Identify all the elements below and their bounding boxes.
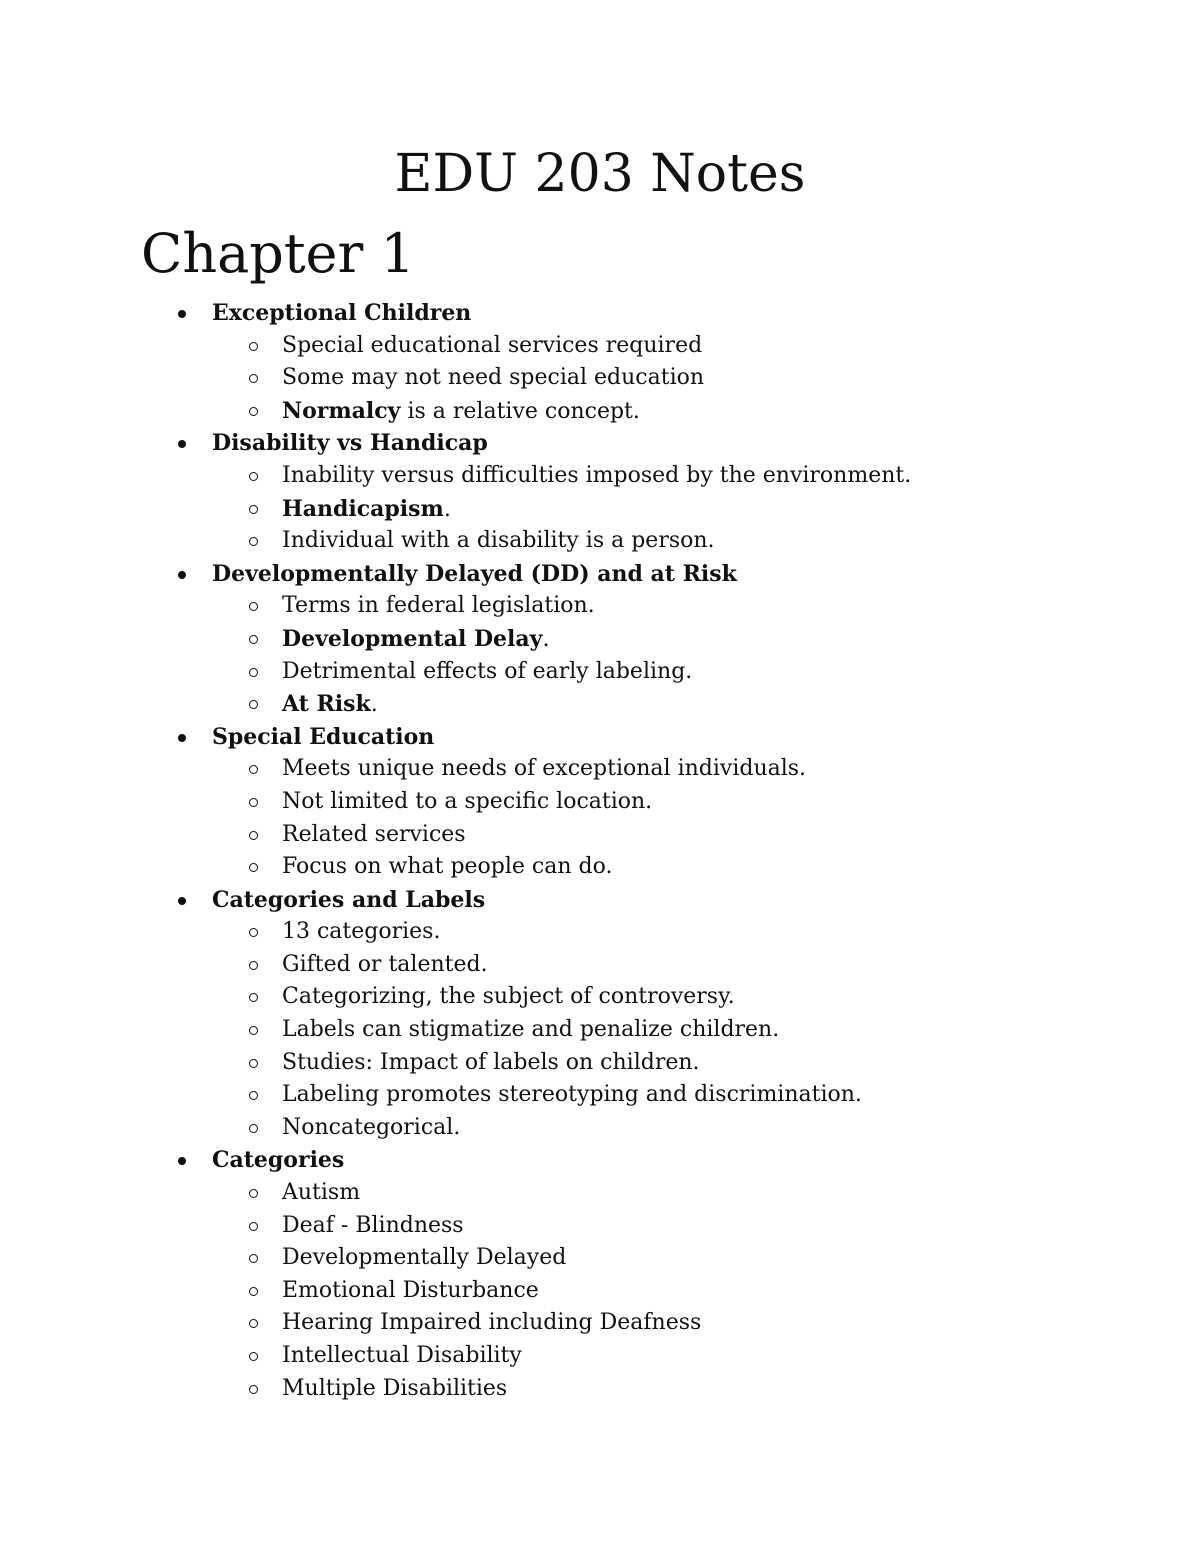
subpoint-text: Multiple Disabilities: [282, 1375, 508, 1401]
filled-bullet-icon: [178, 1157, 186, 1165]
subpoint-text: Labeling promotes stereotyping and discrimination.: [282, 1082, 862, 1108]
hollow-bullet-icon: [249, 1059, 258, 1068]
subpoint-text: Inability versus difficulties imposed by the environment.: [282, 462, 912, 488]
subpoint-text: Developmentally Delayed: [282, 1245, 567, 1271]
subpoint-text: Special educational services required: [282, 332, 703, 358]
subpoint-list: [0, 753, 1200, 883]
chapter-heading: Chapter 1: [141, 222, 415, 285]
subpoint-item: [0, 786, 1200, 819]
subpoint-text: Meets unique needs of exceptional individuals.: [282, 756, 807, 782]
hollow-bullet-icon: [249, 407, 258, 416]
subpoint-item: [0, 753, 1200, 786]
topic-label: Exceptional Children: [212, 300, 472, 326]
subpoint-text: Categorizing, the subject of controversy.: [282, 984, 735, 1010]
subpoint-term: At Risk: [282, 691, 371, 718]
subpoint-item: [0, 916, 1200, 949]
hollow-bullet-icon: [249, 1026, 258, 1035]
subpoint-text: Hearing Impaired including Deafness: [282, 1310, 702, 1336]
filled-bullet-icon: [178, 897, 186, 905]
subpoint-item: [0, 395, 1200, 428]
subpoint-item: [0, 656, 1200, 689]
subpoint-text: Studies: Impact of labels on children.: [282, 1049, 700, 1075]
subpoint-item: [0, 525, 1200, 558]
topic-label: Categories and Labels: [212, 886, 486, 913]
subpoint-list: [0, 916, 1200, 1144]
outline-topic: [0, 558, 1200, 721]
hollow-bullet-icon: [249, 1385, 258, 1394]
outline-topic: [0, 1144, 1200, 1405]
outline-topic: [0, 297, 1200, 427]
subpoint-item: [0, 1307, 1200, 1340]
subpoint-text: Not limited to a specific location.: [282, 788, 653, 814]
subpoint-text: Individual with a disability is a person.: [282, 528, 715, 554]
hollow-bullet-icon: [249, 1189, 258, 1198]
hollow-bullet-icon: [249, 765, 258, 774]
subpoint-text: Intellectual Disability: [282, 1343, 522, 1368]
hollow-bullet-icon: [249, 993, 258, 1002]
subpoint-text: Labels can stigmatize and penalize children.: [282, 1017, 780, 1043]
subpoint-text: .: [542, 626, 550, 652]
hollow-bullet-icon: [249, 635, 258, 644]
subpoint-item: [0, 1275, 1200, 1308]
subpoint-text: Deaf - Blindness: [282, 1212, 464, 1238]
hollow-bullet-icon: [249, 1254, 258, 1263]
filled-bullet-icon: [178, 440, 186, 448]
topic-label: Special Education: [212, 723, 435, 750]
notes-outline: [0, 297, 1200, 1405]
subpoint-item: [0, 688, 1200, 721]
hollow-bullet-icon: [249, 1287, 258, 1296]
subpoint-item: [0, 623, 1200, 656]
hollow-bullet-icon: [249, 1091, 258, 1100]
subpoint-item: [0, 981, 1200, 1014]
subpoint-text: .: [443, 496, 451, 522]
subpoint-item: [0, 1242, 1200, 1275]
subpoint-item: [0, 1112, 1200, 1145]
hollow-bullet-icon: [249, 1352, 258, 1361]
hollow-bullet-icon: [249, 537, 258, 546]
subpoint-item: [0, 493, 1200, 526]
filled-bullet-icon: [178, 310, 186, 318]
hollow-bullet-icon: [249, 863, 258, 872]
subpoint-text: Some may not need special education: [282, 365, 705, 391]
subpoint-item: [0, 362, 1200, 395]
subpoint-text: is a relative concept.: [400, 398, 640, 424]
hollow-bullet-icon: [249, 928, 258, 937]
topic-row: [0, 427, 1200, 460]
subpoint-term: Normalcy: [282, 397, 401, 424]
subpoint-item: [0, 1079, 1200, 1112]
document-title: EDU 203 Notes: [394, 144, 806, 204]
hollow-bullet-icon: [249, 831, 258, 840]
subpoint-list: [0, 1177, 1200, 1405]
hollow-bullet-icon: [249, 961, 258, 970]
hollow-bullet-icon: [249, 602, 258, 611]
subpoint-text: Detrimental effects of early labeling.: [282, 658, 693, 684]
topic-row: [0, 558, 1200, 591]
hollow-bullet-icon: [249, 1222, 258, 1231]
topic-row: [0, 297, 1200, 330]
subpoint-item: [0, 1210, 1200, 1243]
hollow-bullet-icon: [249, 472, 258, 481]
subpoint-item: [0, 949, 1200, 982]
subpoint-text: Autism: [282, 1180, 361, 1206]
subpoint-item: [0, 330, 1200, 363]
subpoint-text: Related services: [282, 821, 466, 847]
hollow-bullet-icon: [249, 668, 258, 677]
subpoint-text: Gifted or talented.: [282, 951, 488, 977]
subpoint-item: [0, 590, 1200, 623]
subpoint-item: [0, 1047, 1200, 1080]
filled-bullet-icon: [178, 571, 186, 579]
topic-row: [0, 884, 1200, 917]
subpoint-term: Handicapism: [282, 495, 444, 522]
subpoint-list: [0, 590, 1200, 720]
subpoint-term: Developmental Delay: [282, 625, 543, 652]
topic-label: Developmentally Delayed (DD) and at Risk: [212, 560, 737, 587]
topic-label: Categories: [212, 1147, 345, 1174]
subpoint-item: [0, 851, 1200, 884]
subpoint-item: [0, 460, 1200, 493]
filled-bullet-icon: [178, 734, 186, 742]
hollow-bullet-icon: [249, 342, 258, 351]
hollow-bullet-icon: [249, 700, 258, 709]
subpoint-text: Noncategorical.: [282, 1114, 461, 1140]
subpoint-text: Terms in federal legislation.: [282, 593, 595, 619]
subpoint-item: [0, 1340, 1200, 1373]
subpoint-list: [0, 460, 1200, 558]
subpoint-item: [0, 819, 1200, 852]
outline-topic: [0, 721, 1200, 884]
subpoint-item: [0, 1014, 1200, 1047]
subpoint-text: 13 categories.: [282, 919, 441, 945]
topic-row: [0, 1144, 1200, 1177]
subpoint-text: Emotional Disturbance: [282, 1277, 539, 1303]
hollow-bullet-icon: [249, 1124, 258, 1133]
topic-row: [0, 721, 1200, 754]
outline-topic: [0, 427, 1200, 557]
hollow-bullet-icon: [249, 798, 258, 807]
subpoint-item: [0, 1177, 1200, 1210]
subpoint-list: [0, 330, 1200, 428]
hollow-bullet-icon: [249, 374, 258, 383]
topic-label: Disability vs Handicap: [212, 430, 488, 457]
subpoint-text: .: [370, 692, 378, 718]
subpoint-text: Focus on what people can do.: [282, 854, 613, 880]
outline-topic: [0, 884, 1200, 1145]
hollow-bullet-icon: [249, 505, 258, 514]
hollow-bullet-icon: [249, 1319, 258, 1328]
subpoint-item: [0, 1373, 1200, 1406]
